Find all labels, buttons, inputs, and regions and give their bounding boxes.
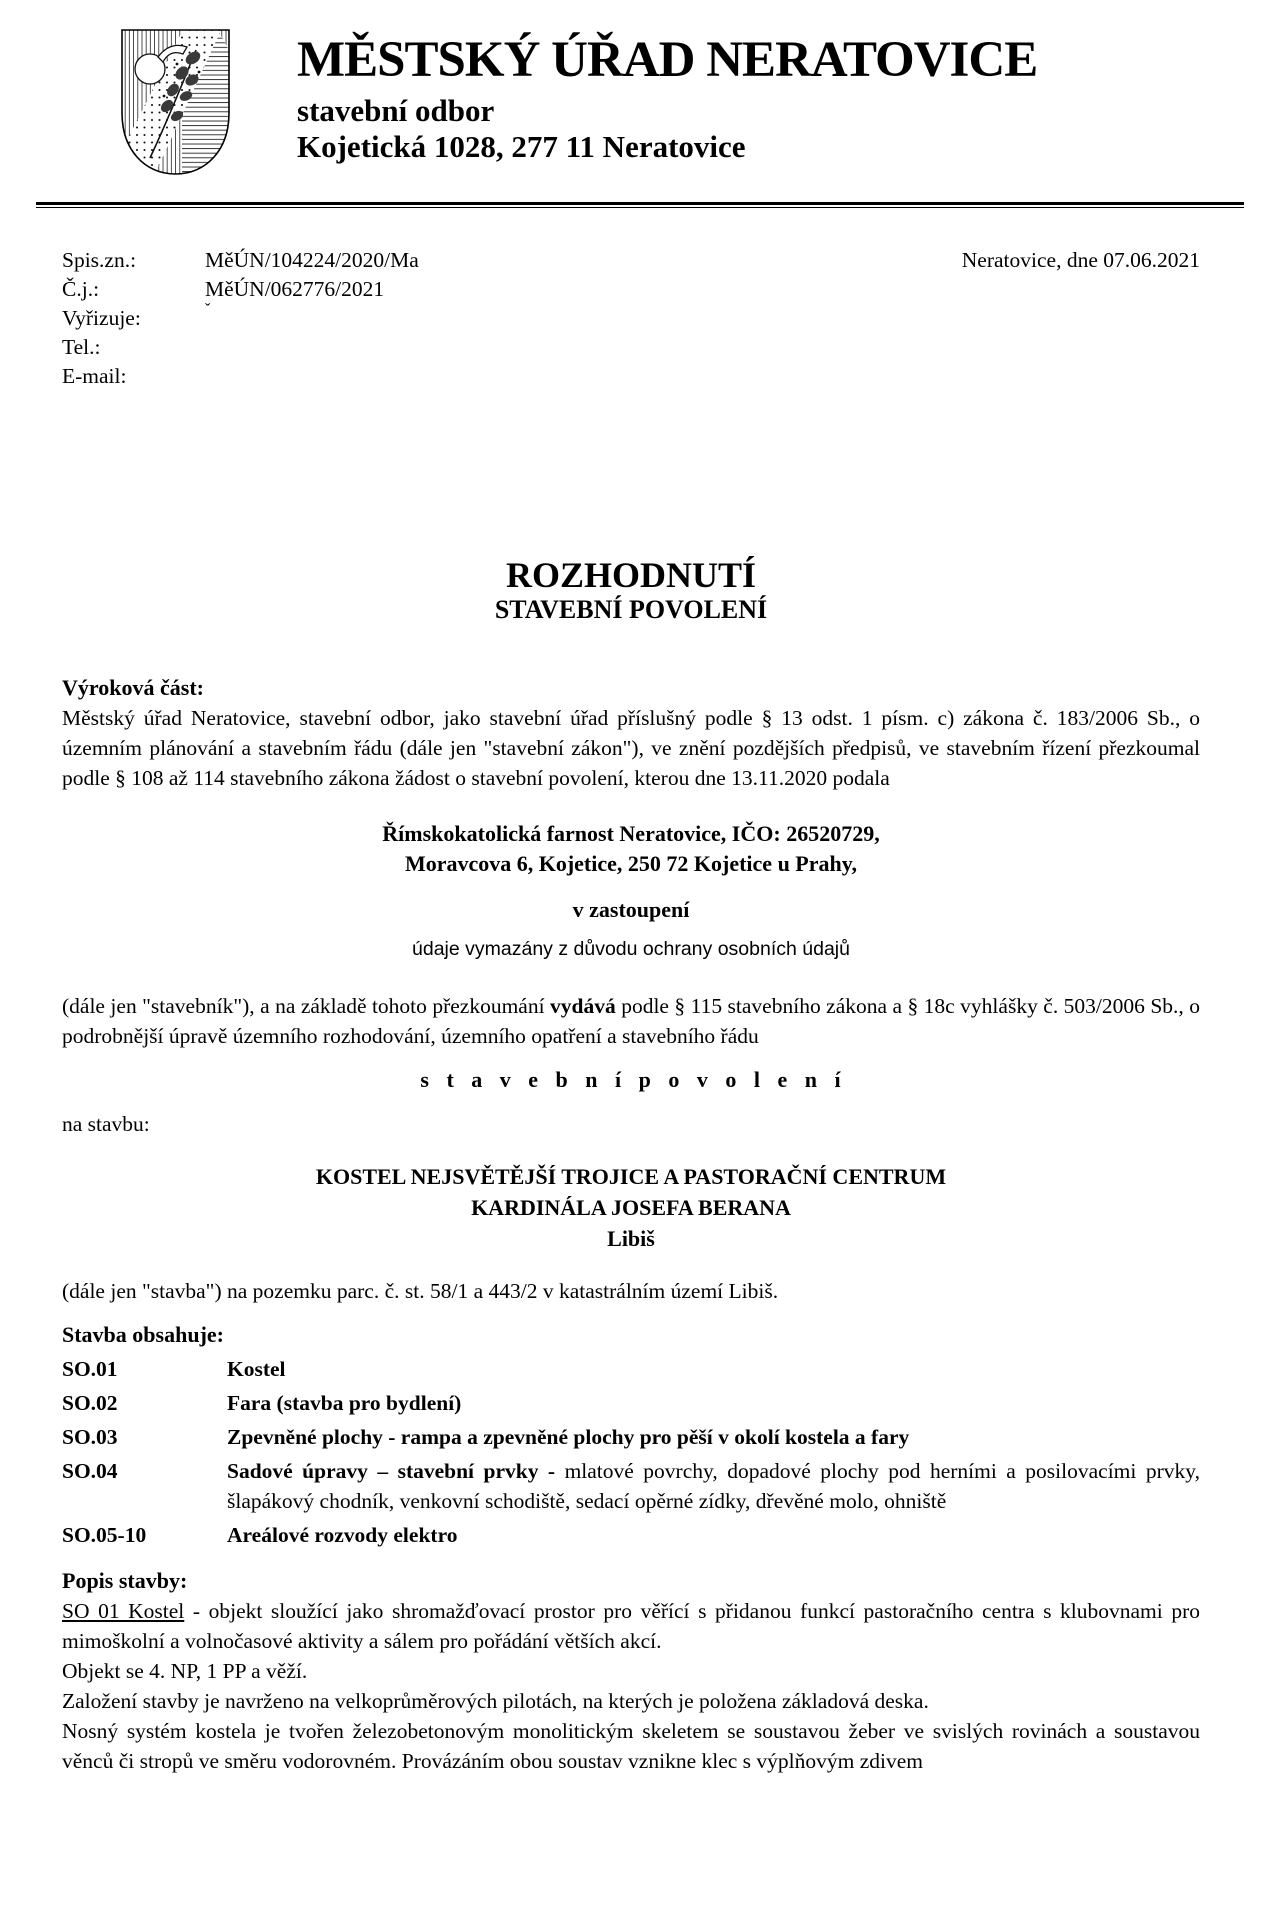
decision-title: ROZHODNUTÍ — [505, 555, 757, 595]
issuance-paragraph — [62, 991, 1200, 1051]
redaction-note: údaje vymazány z důvodu ochrany osobních údajů — [412, 938, 850, 960]
so01-text: - objekt sloužící jako shromažďovací prostor pro věřící s přidanou funkcí pastoračního centra s klubovnami pro mimoškolní a volnočasové aktivity a sálem pro pořádání větších akcí. — [62, 1599, 1200, 1653]
description-heading: Popis stavby: — [62, 1568, 188, 1593]
meta-row-vyrizuje — [62, 301, 1200, 333]
so-text: Kostel — [227, 1357, 286, 1381]
decision-subtitle: STAVEBNÍ POVOLENÍ — [494, 595, 768, 624]
list-item-so02 — [62, 1388, 1200, 1418]
list-item-so04 — [62, 1456, 1200, 1516]
so-code: SO.01 — [62, 1357, 118, 1381]
decision-title-block — [62, 555, 1200, 625]
so01-description — [62, 1596, 1200, 1656]
meta-value — [205, 362, 1200, 391]
description-line-zalozeni: Založení stavby je navrženo na velkoprůměrových pilotách, na kterých je položena základová deska. — [62, 1689, 929, 1713]
office-address: Kojetická 1028, 277 11 Neratovice — [297, 129, 746, 164]
verdict-paragraph: Městský úřad Neratovice, stavební odbor, jako stavební úřad příslušný podle § 13 odst. 1 písm. c) zákona č. 183/2006 Sb., o územním plánování a stavebním řádu (dále jen "stavební zákon"), ve znění pozdějších předpisů, ve stavebním řízení přezkoumal podle § 108 až 114 stavebního zákona žádost o stavební povolení, kterou dne 13.11.2020 podala — [62, 706, 1200, 790]
list-item-so03 — [62, 1422, 1200, 1452]
parcel-note: (dále jen "stavba") na pozemku parc. č. st. 58/1 a 443/2 v katastrálním území Libiš. — [62, 1279, 779, 1303]
office-department: stavební odbor — [297, 93, 495, 128]
so-text: Zpevněné plochy - rampa a zpevněné plochy pro pěší v okolí kostela a fary — [227, 1425, 910, 1449]
applicant-line1: Římskokatolická farnost Neratovice, IČO: 26520729, — [382, 821, 880, 846]
representation-label: v zastoupení — [572, 897, 690, 922]
so-code: SO.02 — [62, 1391, 118, 1415]
project-line1: KOSTEL NEJSVĚTĚJŠÍ TROJICE A PASTORAČNÍ CENTRUM — [315, 1164, 947, 1189]
meta-label: Vyřizuje: — [62, 306, 141, 330]
meta-value: MěÚN/104224/2020/Ma — [205, 248, 419, 272]
contains-heading: Stavba obsahuje: — [62, 1322, 224, 1347]
issuance-pre: (dále jen "stavebník"), a na základě tohoto přezkoumání — [62, 994, 551, 1018]
project-line3: Libiš — [607, 1226, 655, 1251]
meta-value: MěÚN/062776/2021 — [205, 277, 385, 301]
letterhead — [62, 28, 1200, 176]
project-line2: KARDINÁLA JOSEFA BERANA — [471, 1195, 791, 1220]
letterhead-text — [297, 28, 1037, 164]
list-item-so05-10 — [62, 1520, 1200, 1550]
office-name: MĚSTSKÝ ÚŘAD NERATOVICE — [297, 32, 1038, 88]
issuance-bold-word: vydává — [550, 994, 616, 1018]
so-text: Fara (stavba pro bydlení) — [227, 1391, 462, 1415]
issuance-post: podle § 115 stavebního zákona a § 18c vyhlášky č. 503/2006 Sb., o podrobnější úpravě územního rozhodování, územního opatření a stavebního řádu — [62, 994, 1200, 1048]
meta-label: Č.j.: — [62, 277, 100, 301]
so-code: SO.04 — [62, 1459, 118, 1483]
so-text: Sadové úpravy – stavební prvky - mlatové povrchy, dopadové plochy pod herními a posilovacími prvky, šlapákový chodník, venkovní schodiště, sedací opěrné zídky, dřevěné molo, ohniště — [227, 1459, 1200, 1513]
description-para-nosny: Nosný systém kostela je tvořen železobetonovým monolitickým skeletem se soustavou žeber ve svislých rovinách a soustavou věnců či stropů ve směru vodorovném. Provázáním obou soustav vznikne klec s výplňovým zdivem — [62, 1719, 1200, 1773]
verdict-heading: Výroková část: — [62, 675, 204, 700]
place-and-date: Neratovice, dne 07.06.2021 — [961, 248, 1200, 272]
description-line-objekt: Objekt se 4. NP, 1 PP a věží. — [62, 1659, 308, 1683]
list-item-so01 — [62, 1354, 1200, 1384]
reference-block — [62, 246, 1200, 391]
description-block — [62, 1596, 1200, 1776]
building-permit-spaced-title: s t a v e b n í p o v o l e n í — [420, 1067, 842, 1092]
neratovice-coat-of-arms — [120, 28, 231, 176]
project-name-block — [62, 1161, 1200, 1254]
meta-row-email — [62, 362, 1200, 391]
redacted-caron-mark: ˇ — [205, 301, 211, 318]
so-code: SO.05-10 — [62, 1523, 147, 1547]
so-text: Areálové rozvody elektro — [227, 1523, 458, 1547]
meta-row-tel — [62, 333, 1200, 362]
applicant-block — [62, 819, 1200, 879]
building-objects-list — [62, 1354, 1200, 1550]
meta-value — [205, 333, 1200, 362]
so01-label: SO 01 Kostel — [62, 1599, 185, 1623]
so-code: SO.03 — [62, 1425, 118, 1449]
applicant-line2: Moravcova 6, Kojetice, 250 72 Kojetice u Prahy, — [404, 851, 858, 876]
meta-label: E-mail: — [62, 364, 127, 388]
meta-label: Spis.zn.: — [62, 248, 137, 272]
meta-label: Tel.: — [62, 335, 101, 359]
na-stavbu-label: na stavbu: — [62, 1112, 150, 1136]
double-rule-divider — [36, 202, 1244, 208]
